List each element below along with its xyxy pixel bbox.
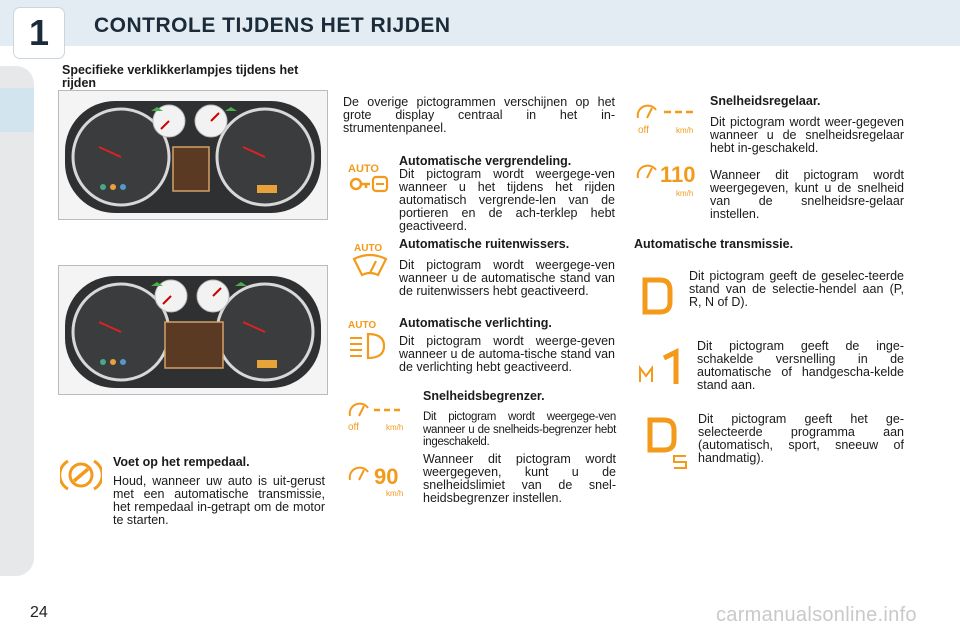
transmission-title: Automatische transmissie. [634,237,794,251]
cruise-body-2: Wanneer dit pictogram wordt weergegeven, kunt u de snelheid van de snelheidsre-gelaar instellen. [710,168,904,221]
side-bar [0,66,34,576]
auto-wipers-title: Automatische ruitenwissers. [399,237,570,251]
speed-limiter-set-icon [346,460,410,500]
page-number: 24 [30,604,48,621]
side-tab [0,88,34,132]
gear-d-text: Dit pictogram geeft de geselec-teerde stand van de selectie-hendel aan (P, R, N of D). [689,269,904,309]
limiter-body-1: Dit pictogram wordt weergege-ven wanneer u de snelheids-begrenzer hebt ingeschakeld. [423,411,616,448]
auto-lock-title: Automatische vergrendeling. [399,154,572,168]
auto-light-icon [346,318,390,360]
dashboard-image-top [58,90,328,220]
limiter-value-label: 90 [374,464,399,489]
pedal-title: Voet op het rempedaal. [113,455,250,469]
auto-wiper-icon-label: AUTO [354,243,383,254]
gear-ds-icon [646,416,690,472]
limiter-off-label: off [348,422,359,433]
gear-d-icon [640,276,676,316]
cruise-body-1: Dit pictogram wordt weer-gegeven wanneer u de snelheidsregelaar hebt in-geschakeld. [710,115,904,155]
dashboard-image-bottom [58,265,328,395]
gear-ds-text: Dit pictogram geeft het ge-selecteerde programma aan (automatisch, sport, sneeuw of handmatig). [698,412,904,465]
limiter-unit-label: km/h [386,423,404,432]
auto-wiper-icon [346,241,390,281]
speed-limiter-off-icon [346,394,410,434]
auto-wipers-body: Dit pictogram wordt weergege-ven wanneer u de automatische stand van de ruitenwissers hebt geactiveerd. [399,258,615,298]
auto-lights-title: Automatische verlichting. [399,316,552,330]
gear-m1-icon [636,348,688,386]
cruise-title: Snelheidsregelaar. [710,94,821,108]
limiter-title: Snelheidsbegrenzer. [423,389,545,403]
limiter-set-unit-label: km/h [386,489,404,498]
cruise-unit-label: km/h [676,126,694,135]
auto-light-icon-label: AUTO [348,320,377,331]
chapter-badge: 1 [14,8,64,58]
cruise-control-off-icon [634,96,702,138]
cruise-set-unit-label: km/h [676,189,694,198]
auto-lights-body: Dit pictogram wordt weerge-geven wanneer u de automa-tische stand van de verlichting hebt geactiveerd. [399,334,615,374]
cruise-off-label: off [638,125,649,136]
auto-lock-icon-label: AUTO [348,163,379,175]
auto-lock-body: Dit pictogram wordt weergege-ven wanneer u het tijdens het rijden automatisch vergrende-len van de portieren en de ach-terklep hebt geactiveerd. [399,167,615,233]
page-title: CONTROLE TIJDENS HET RIJDEN [94,14,451,37]
cruise-value-label: 110 [660,162,696,187]
limiter-body-2: Wanneer dit pictogram wordt weergegeven, kunt u de snelheidslimiet van de snel-heidsbegrenzer instellen. [423,452,616,505]
pedal-body: Houd, wanneer uw auto is uit-gerust met een automatische transmissie, het rempedaal in-getrapt om de motor te starten. [113,474,325,527]
intro-text: De overige pictogrammen verschijnen op het grote display centraal in het in-strumentenpaneel. [343,95,615,135]
cruise-control-set-icon [634,158,706,200]
watermark: carmanualsonline.info [716,604,917,626]
brake-pedal-icon [60,457,102,493]
gear-m1-text: Dit pictogram geeft de inge-schakelde versnelling in de automatische of handgescha-kelde stand aan. [697,339,904,392]
auto-lock-icon [346,160,390,196]
section-subtitle: Specifieke verklikkerlampjes tijdens het rijden [62,63,299,90]
